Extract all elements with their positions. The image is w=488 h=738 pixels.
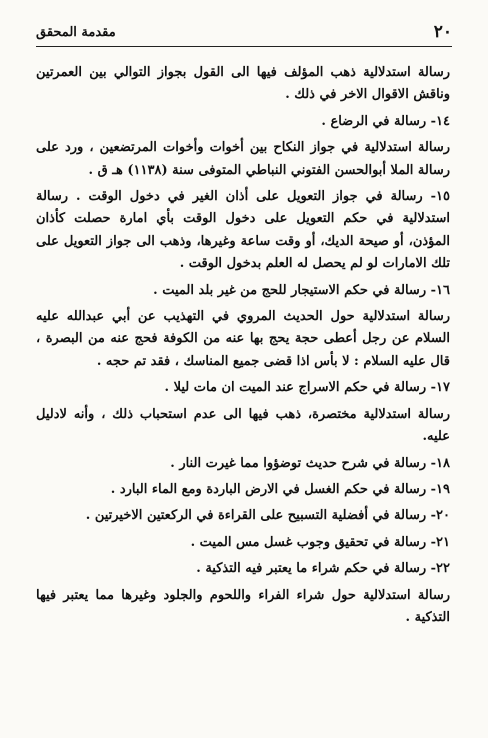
paragraph: ١٥- رسالة في جواز التعويل على أذان الغير في دخول الوقت . رسالة استدلالية في حكم التعويل على دخول الوقت بأي امارة حصلت كأذان المؤذن، أو صيحة الديك، أو وقت ساعة وغيرها، وذهب الى جواز التعويل على تلك الامارات لو لم يحصل له العلم بدخول الوقت .: [36, 189, 450, 272]
page-header: [36, 18, 452, 47]
item-heading: ٢١- رسالة في تحقيق وجوب غسل مس الميت .: [190, 534, 450, 550]
paragraph: رسالة استدلالية في جواز النكاح بين أخوات وأخوات المرتضعين ، ورد على رسالة الملا أبوالحسن الفتوني النباطي المتوفى سنة (١١٣٨) هـ ق .: [36, 140, 450, 178]
paragraph: رسالة استدلالية حول شراء الفراء واللحوم والجلود وغيرها مما يعتبر فيها التذكية .: [36, 587, 450, 625]
item-heading: ٢٢- رسالة في حكم شراء ما يعتبر فيه التذكية .: [196, 561, 450, 577]
item-heading: ١٨- رسالة في شرح حديث توضؤوا مما غيرت النار .: [170, 455, 450, 471]
item-heading: ٢٠- رسالة في أفضلية التسبيح على القراءة في الركعتين الاخيرتين .: [85, 508, 450, 524]
page-body: [36, 62, 450, 633]
running-title: مقدمة المحقق: [36, 24, 116, 40]
paragraph: رسالة استدلالية حول الحديث المروي في التهذيب عن أبي عبدالله عليه السلام عن رجل أعطى حجة يحج بها عنه من الكوفة فحج عنه من البصرة ، قال عليه السلام : لا بأس اذا قضى جميع المناسك ، فقد تم حجه .: [36, 309, 450, 369]
item-heading: ١٧- رسالة في حكم الاسراج عند الميت ان مات ليلا .: [164, 380, 450, 396]
page-number: ٢٠: [433, 22, 452, 42]
item-heading: ١٤- رسالة في الرضاع .: [321, 113, 450, 129]
paragraph: رسالة استدلالية ذهب المؤلف فيها الى القول بجواز التوالي بين العمرتين وناقش الاقوال الاخر في ذلك .: [36, 65, 450, 103]
item-heading: ١٦- رسالة في حكم الاستيجار للحج من غير بلد الميت .: [153, 282, 450, 298]
paragraph: رسالة استدلالية مختصرة، ذهب فيها الى عدم استحباب ذلك ، وأنه لادليل عليه.: [36, 406, 450, 445]
item-heading: ١٩- رسالة في حكم الغسل في الارض الباردة ومع الماء البارد .: [110, 481, 450, 497]
